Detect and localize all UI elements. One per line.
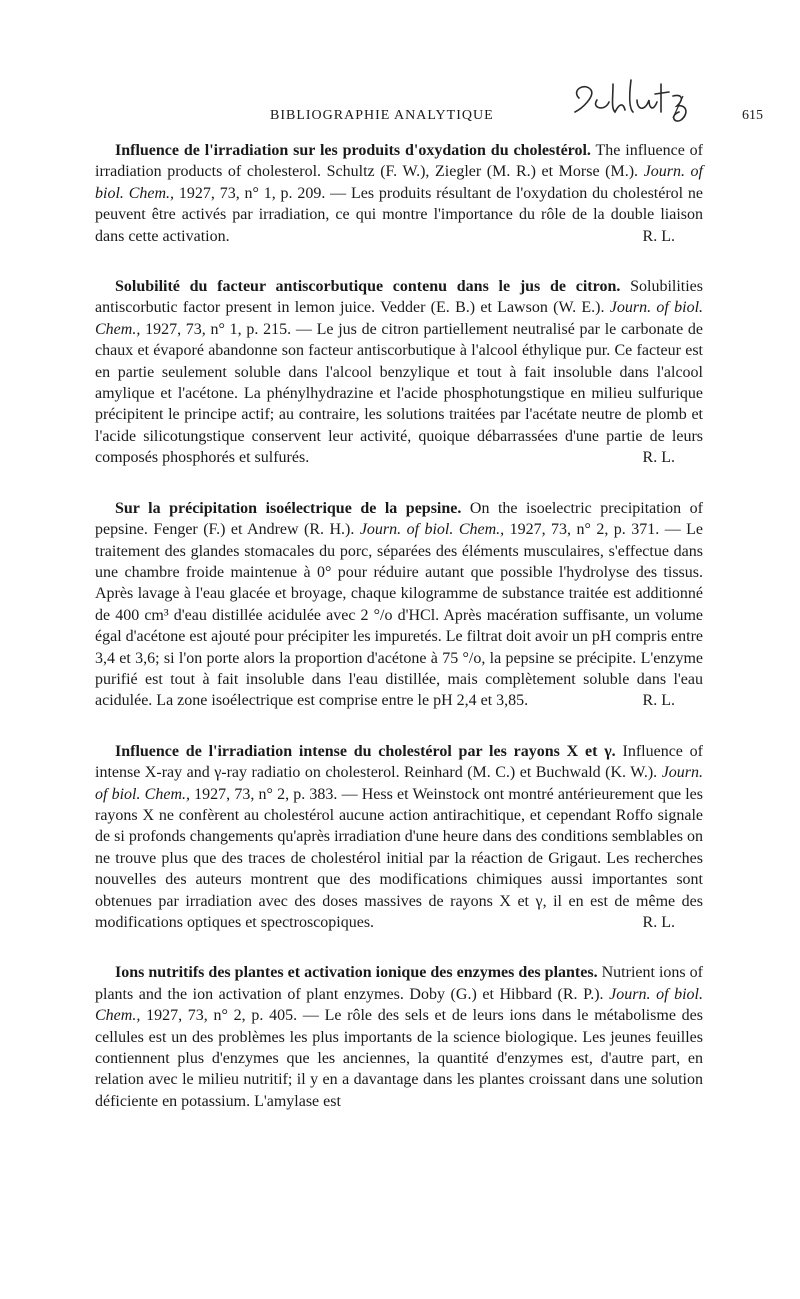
entry-body: Hess et Weinstock ont montré antérieurement que les rayons X ne confèrent au cholestérol aucune action antirachitique, et cependant Roffo signale de si profonds changements qu'après irradiation d'une heure dans des conditions semblables on ne trouve plus que des traces de cholestérol initial par la réaction de Grigaut. Les recherches nouvelles des auteurs montrent que des modifications chimiques aussi importantes sont obtenues par irradiation avec des doses massives de rayons X et γ, il en est de même des modifications optiques et spectroscopiques. <box>95 785 704 931</box>
running-header-title: BIBLIOGRAPHIE ANALYTIQUE <box>270 108 494 123</box>
entry-byline: Solubilities antiscorbutic factor present in lemon juice. Vedder (E. B.) et Lawson (W. E.). <box>95 278 704 317</box>
article-list <box>95 140 703 1141</box>
entry-body: Le jus de citron partiellement neutralisé par le carbonate de chaux et évaporé abandonne son facteur antiscorbutique à l'alcool éthylique pur. Ce facteur est en partie seulement soluble dans l'alcool benzylique et tout à fait insoluble dans l'alcool amylique et l'acétone. La phénylhydrazine et l'acide phosphotungstique en milieu sulfurique précipitent le principe actif; au contraire, les solutions traitées par l'acétate neutre de plomb et l'acide silicotungstique conservent leur activité, quoique débarrassées d'une partie de leurs composés phosphorés et sulfurés. <box>95 320 704 467</box>
abstract-entry <box>95 962 703 1112</box>
abstract-entry <box>95 741 703 934</box>
entry-body: Les produits résultant de l'oxydation du cholestérol ne peuvent être activés par irradiation, ce qui montre l'importance du rôle de la double liaison dans cette activation. <box>95 184 704 245</box>
entry-citation: 1927, 73, n° 1, p. 215. — <box>145 320 312 338</box>
page-number: 615 <box>742 108 763 123</box>
entry-body: Le traitement des glandes stomacales du porc, séparées des éléments musculaires, s'effectue dans une chambre froide maintenue à 0° pour réduire autant que possible l'hydrolyse des tissus. Après lavage à l'eau glacée et broyage, chaque kilogramme de substance traitée est additionné de 400 cm³ d'eau distillée acidulée avec 2 °/o d'HCl. Après macération suffisante, un volume égal d'acétone est ajouté pour précipiter les impuretés. Le filtrat doit avoir un pH compris entre 3,4 et 3,6; si l'on porte alors la proportion d'acétone à 75 °/o, la pepsine se précipite. L'enzyme purifié est tout à fait insoluble dans l'eau distillée, mais complètement soluble dans l'eau acidulée. La zone isoélectrique est comprise entre le pH 2,4 et 3,85. <box>95 521 704 710</box>
entry-initials: R. L. <box>642 227 675 245</box>
entry-initials: R. L. <box>642 449 675 467</box>
entry-initials: R. L. <box>642 692 675 710</box>
entry-title: Ions nutritifs des plantes et activation ionique des enzymes des plantes. <box>115 964 598 982</box>
entry-journal: Journ. of biol. Chem., <box>95 985 703 1025</box>
entry-citation: 1927, 73, n° 1, p. 209. — <box>178 184 347 202</box>
entry-citation: 1927, 73, n° 2, p. 383. — <box>194 785 358 803</box>
entry-byline: Influence of intense X-ray and γ-ray radiatio on cholesterol. Reinhard (M. C.) et Buchwald (K. W.). <box>95 742 704 782</box>
entry-body: Le rôle des sels et de leurs ions dans le métabolisme des cellules est un des problèmes les plus importants de la science biologique. Les jeunes feuilles contiennent plus d'enzymes que les anciennes, la quantité d'enzymes est, d'autre part, en relation avec le milieu nutritif; il y en a davantage dans les plantes croissant dans une solution déficiente en potassium. L'amylase est <box>95 1007 704 1110</box>
running-header <box>0 108 800 132</box>
entry-title: Influence de l'irradiation sur les produits d'oxydation du cholestérol. <box>115 142 591 159</box>
entry-title: Influence de l'irradiation intense du cholestérol par les rayons X et γ. <box>115 742 616 760</box>
entry-initials: R. L. <box>642 914 675 931</box>
abstract-entry <box>95 498 703 712</box>
entry-journal: Journ. of biol. Chem., <box>95 764 704 803</box>
entry-byline: Nutrient ions of plants and the ion activation of plant enzymes. Doby (G.) et Hibbard (R. P.). <box>95 964 704 1003</box>
entry-citation: 1927, 73, n° 2, p. 371. — <box>509 521 681 539</box>
entry-citation: 1927, 73, n° 2, p. 405. — <box>146 1007 319 1025</box>
entry-journal: Journ. of biol. Chem., <box>95 163 704 202</box>
entry-byline: The influence of irradiation products of cholesterol. Schultz (F. W.), Ziegler (M. R.) et Morse (M.). <box>95 142 704 181</box>
entry-journal: Journ. of biol. Chem., <box>359 521 505 539</box>
abstract-entry <box>95 276 703 469</box>
entry-byline: On the isoelectric precipitation of pepsine. Fenger (F.) et Andrew (R. H.). <box>95 499 704 539</box>
entry-journal: Journ. of biol. Chem., <box>95 299 704 338</box>
entry-title: Sur la précipitation isoélectrique de la pepsine. <box>115 499 462 517</box>
abstract-entry <box>95 140 703 247</box>
entry-title: Solubilité du facteur antiscorbutique contenu dans le jus de citron. <box>115 278 621 296</box>
